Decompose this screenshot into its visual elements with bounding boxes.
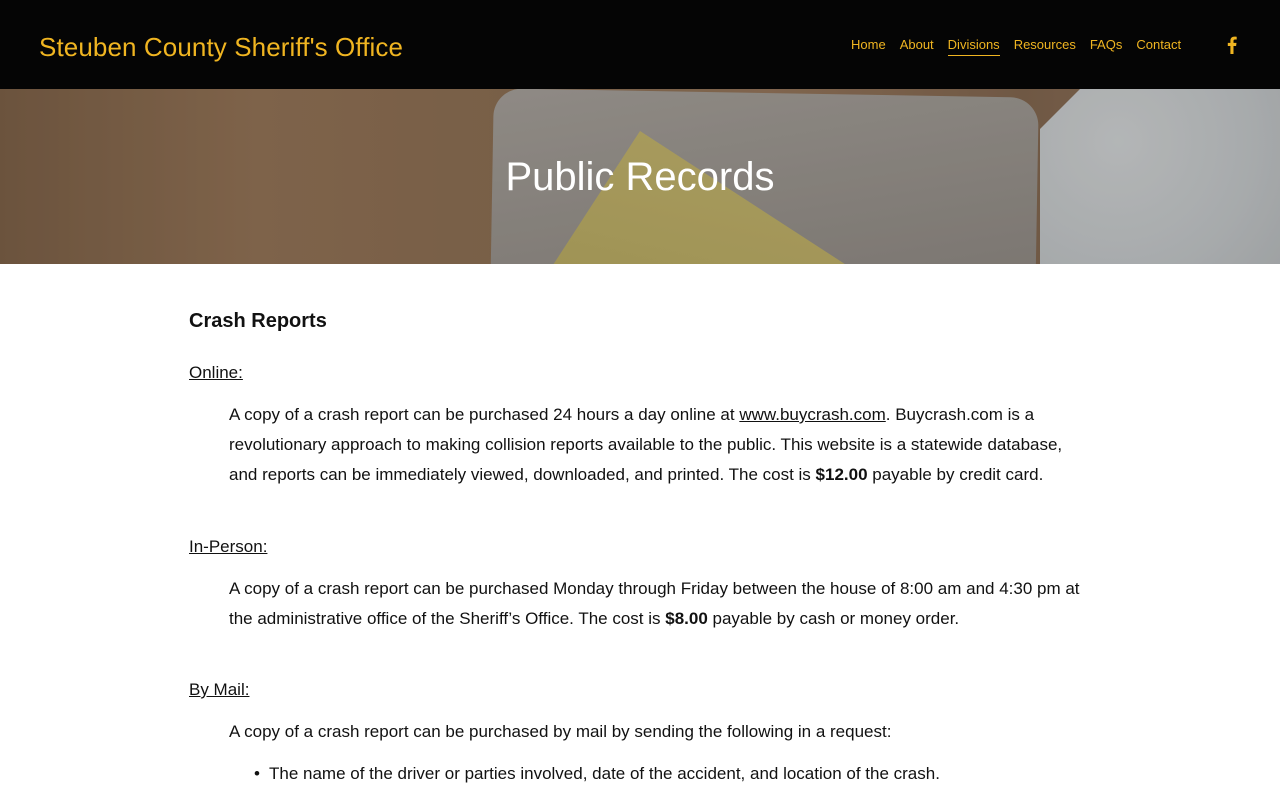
in-person-paragraph: A copy of a crash report can be purchased Monday through Friday between the house of 8:00 am and 4:30 pm at the administrative office of the Sheriff’s Office. The cost is $8.00 payable by cash or money order.	[229, 579, 1080, 628]
list-item: • The name of the driver or parties involved, date of the accident, and location of the crash.	[254, 762, 940, 786]
online-paragraph: A copy of a crash report can be purchased 24 hours a day online at www.buycrash.com. Buycrash.com is a revolutionary approach to making collision reports available to the public. This website is a statewide database, and reports can be immediately viewed, downloaded, and printed. The cost is $12.00 payable by credit card.	[229, 405, 1063, 484]
nav-contact[interactable]: Contact	[1136, 37, 1182, 52]
nav-resources[interactable]: Resources	[1013, 37, 1076, 52]
main-nav	[851, 36, 1195, 56]
facebook-icon[interactable]	[1224, 35, 1240, 55]
in-person-cost: $8.00	[665, 609, 708, 628]
buycrash-link[interactable]: www.buycrash.com	[739, 405, 886, 424]
hero-banner	[0, 89, 1280, 264]
nav-divisions[interactable]: Divisions	[948, 36, 1000, 56]
online-cost: $12.00	[815, 465, 868, 484]
mail-requirements-list	[254, 762, 940, 786]
nav-about[interactable]: About	[899, 37, 934, 52]
by-mail-label: By Mail:	[189, 680, 250, 699]
nav-faqs[interactable]: FAQs	[1089, 37, 1123, 52]
online-label: Online:	[189, 363, 243, 382]
by-mail-paragraph: A copy of a crash report can be purchased by mail by sending the following in a request:	[229, 722, 892, 741]
site-header	[0, 0, 1280, 89]
nav-home[interactable]: Home	[851, 37, 886, 52]
page-title: Public Records	[505, 155, 775, 199]
site-title-link[interactable]: Steuben County Sheriff's Office	[39, 32, 404, 62]
section-title: Crash Reports	[189, 310, 327, 332]
in-person-label: In-Person:	[189, 537, 268, 556]
